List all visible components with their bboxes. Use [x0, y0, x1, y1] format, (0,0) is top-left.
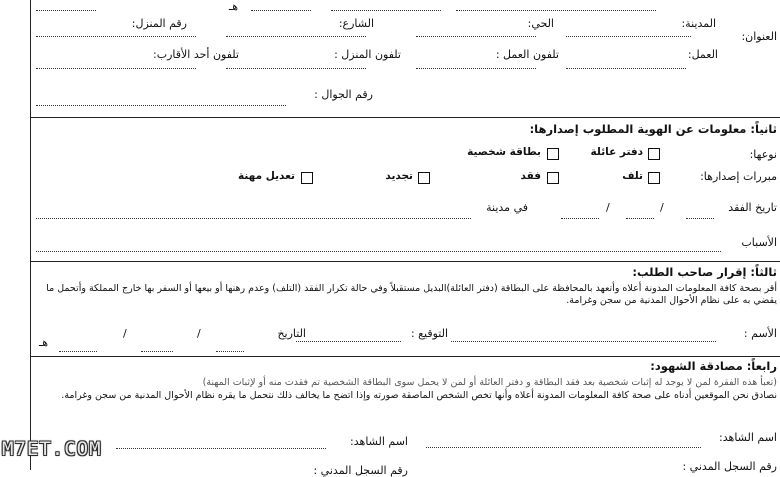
witness-attestation: نصادق نحن الموقعين أدناه على صحة كافة المعلومات المدونة أعلاه وأنها تخص الشخص الماصقة صورته وإذا اتضح ما يخالف ذلك نتحمل ما يقره نظام الأحوال المدنية من سجن وغرامة. [61, 390, 777, 401]
city-field[interactable] [566, 36, 691, 37]
site-watermark: M7ET.COM [2, 438, 102, 460]
hijri-suffix: هـ [229, 0, 239, 13]
loss-date-label: تاريخ الفقد [728, 201, 777, 214]
section4-title: رابعاً: مصادقة الشهود: [650, 359, 777, 373]
applicant-date-year[interactable] [216, 351, 244, 352]
in-city-label: في مدينة [486, 201, 528, 214]
city-label: المدينة: [681, 17, 716, 30]
profession-change-checkbox[interactable] [301, 172, 313, 184]
date-separator: / [660, 201, 664, 214]
damage-checkbox[interactable] [648, 172, 660, 184]
applicant-date-label: التاريخ [277, 327, 306, 340]
top-field-line[interactable] [456, 10, 656, 11]
loss-checkbox[interactable] [547, 172, 559, 184]
work-field[interactable] [566, 68, 686, 69]
loss-city-field[interactable] [36, 218, 471, 219]
witness-1-name-label: اسم الشاهد: [719, 431, 777, 444]
mobile-field[interactable] [36, 105, 286, 106]
civil-id-application-form [30, 0, 780, 477]
address-label: العنوان: [741, 30, 777, 43]
profession-change-label: تعديل مهنة [238, 170, 295, 182]
renewal-checkbox[interactable] [418, 172, 430, 184]
loss-date-year[interactable] [686, 218, 714, 219]
section-divider [31, 356, 780, 357]
renewal-label: تجديد [385, 170, 413, 182]
id-type-label: نوعها: [749, 148, 777, 161]
applicant-name-label: الأسم : [743, 327, 777, 340]
section2-title: ثانياً: معلومات عن الهوية المطلوب إصدارها: [529, 122, 777, 136]
mobile-label: رقم الجوال : [314, 88, 373, 101]
witness-1-name-field[interactable] [426, 447, 701, 448]
loss-date-month[interactable] [626, 218, 654, 219]
home-phone-field[interactable] [226, 68, 366, 69]
reasons-text-field[interactable] [36, 251, 721, 252]
work-phone-label: تلفون العمل : [495, 48, 559, 61]
street-field[interactable] [226, 36, 366, 37]
family-book-checkbox[interactable] [648, 148, 660, 160]
street-label: الشارع: [338, 17, 374, 30]
personal-card-label: بطاقة شخصية [467, 146, 541, 158]
witness-2-name-label: اسم الشاهد: [350, 435, 408, 448]
applicant-date-day[interactable] [59, 351, 97, 352]
district-field[interactable] [416, 36, 536, 37]
reasons-label: مبررات إصدارها: [700, 170, 777, 183]
house-number-label: رقم المنزل: [131, 17, 187, 30]
work-phone-field[interactable] [416, 68, 536, 69]
top-field-line[interactable] [251, 10, 311, 11]
damage-label: تلف [622, 170, 643, 182]
family-book-label: دفتر عائلة [590, 146, 643, 158]
declaration-text: أقر بصحة كافة المعلومات المدونة أعلاه وأتعهد بالمحافظة على البطاقة (دفتر العائلة)البديل مستقبلاً وفي حالة تكرار الفقد (التلف) وعدم رهنها أو بيعها أو السفر بها خارج المملكة وأتحمل ما يقضي به على نظام الأحوال المدنية من سجن وغرامة. [46, 283, 777, 306]
reasons-text-label: الأسباب [741, 236, 777, 249]
section3-title: ثالثاً: إقرار صاحب الطلب: [632, 265, 777, 279]
witness-1-record-label: رقم السجل المدني : [682, 460, 777, 473]
applicant-name-field[interactable] [451, 341, 716, 342]
district-label: الحي: [527, 17, 554, 30]
signature-field[interactable] [296, 341, 401, 342]
hijri-suffix: هـ [39, 336, 49, 349]
date-separator: / [197, 327, 201, 340]
loss-label: فقد [520, 170, 541, 182]
date-separator: / [606, 201, 610, 214]
work-label: العمل: [687, 48, 718, 61]
applicant-date-month[interactable] [141, 351, 173, 352]
date-separator: / [123, 327, 127, 340]
personal-card-checkbox[interactable] [547, 148, 559, 160]
loss-date-day[interactable] [561, 218, 599, 219]
witness-note: (تعبأ هذه الفقرة لمن لا يوجد له إثبات شخصية بعد فقد البطاقة و دفتر العائلة أو لمن لا يحمل سوى البطاقة الشخصية تم فقدت منه أو لإثبات المهنة) [202, 377, 777, 388]
top-field-line[interactable] [331, 10, 441, 11]
home-phone-label: تلفون المنزل : [334, 48, 401, 61]
signature-label: التوقيع : [410, 327, 448, 340]
relative-phone-field[interactable] [36, 68, 196, 69]
top-field-line[interactable] [36, 10, 96, 11]
house-number-field[interactable] [36, 36, 196, 37]
witness-2-name-field[interactable] [116, 448, 326, 449]
section-divider [31, 117, 780, 118]
witness-2-record-label: رقم السجل المدني : [313, 464, 408, 477]
section-divider [31, 261, 780, 262]
relative-phone-label: تلفون أحد الأقارب: [153, 48, 239, 61]
